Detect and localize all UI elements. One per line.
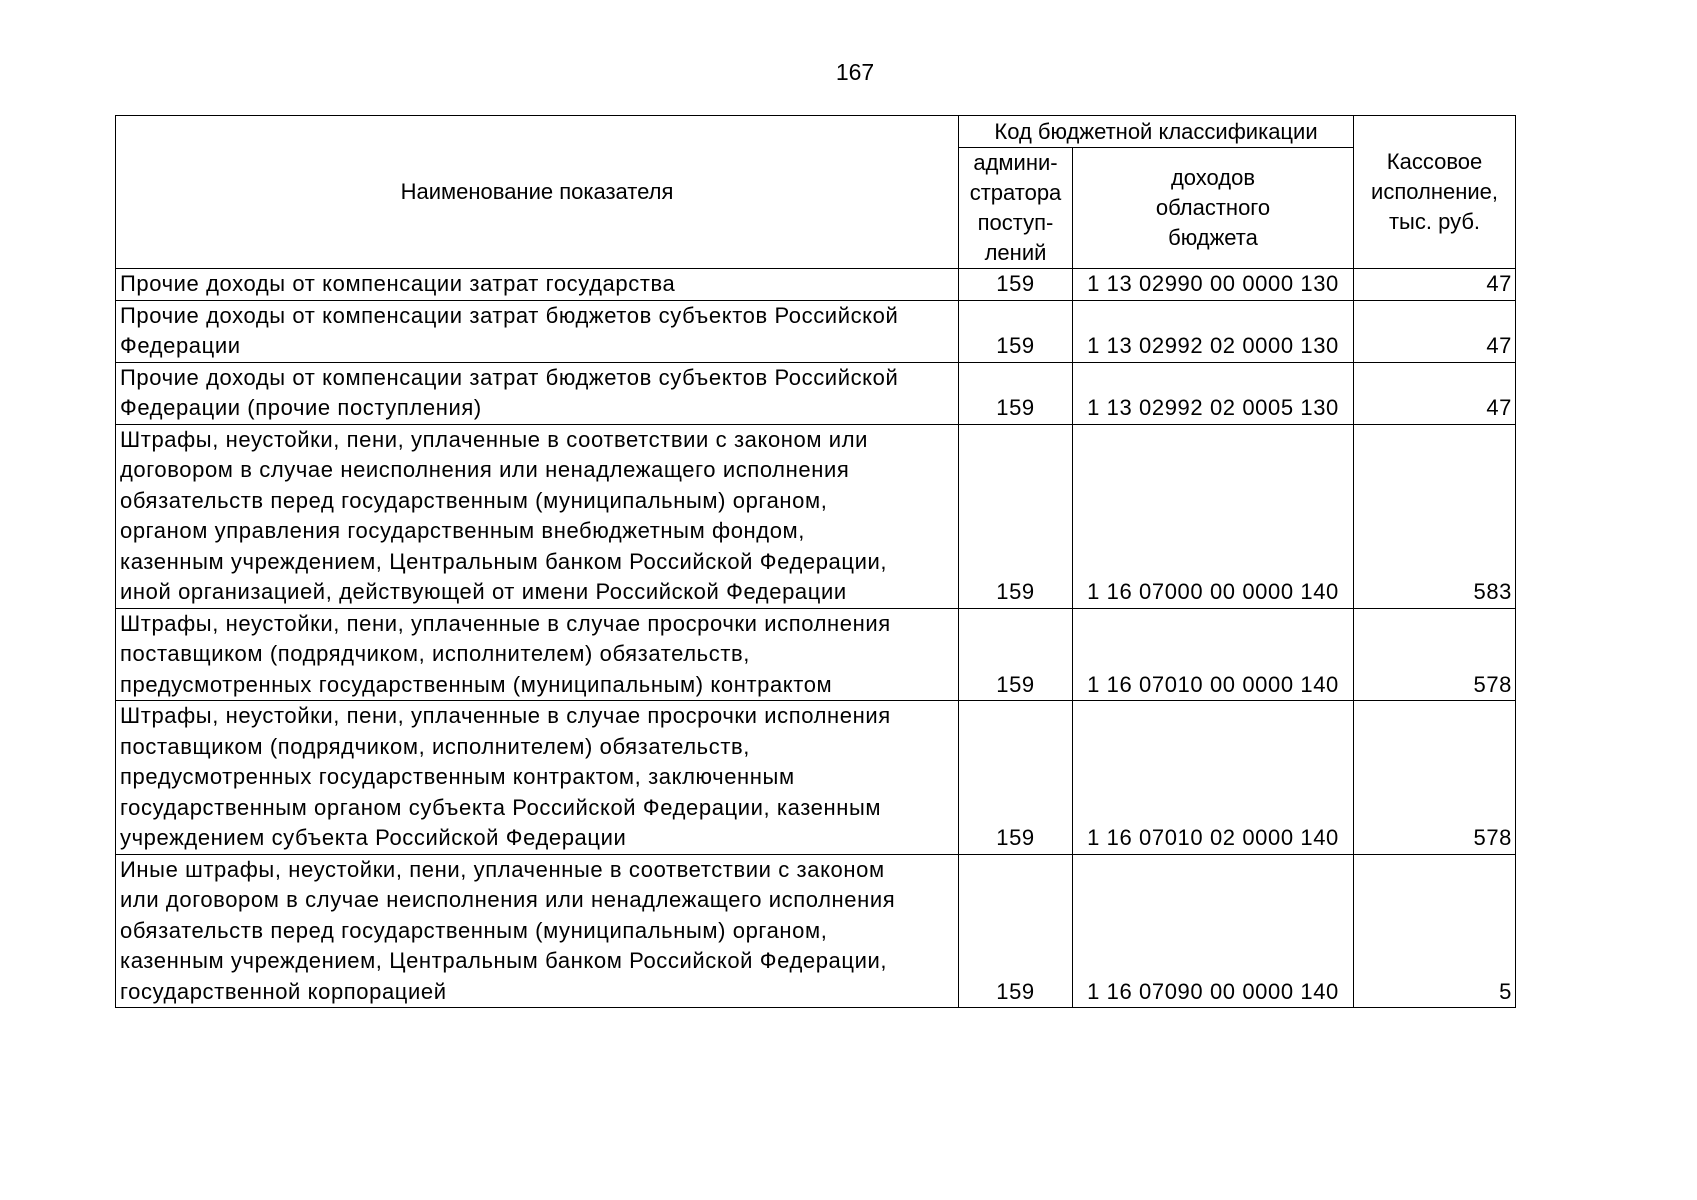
table-row — [116, 300, 1516, 362]
cell-cash-execution: 47 — [1354, 362, 1516, 424]
table-row — [116, 701, 1516, 855]
cell-indicator-name: Иные штрафы, неустойки, пени, уплаченные в соответствии с законом или договором в случае неисполнения или ненадлежащего исполнения обязательств перед государственным (муниципальным) органом, казенным учреждением, Центральным банком Российской Федерации, государственной корпорацией — [116, 854, 959, 1008]
table-header — [116, 116, 1516, 269]
cell-administrator-code: 159 — [959, 269, 1073, 301]
cell-indicator-name: Прочие доходы от компенсации затрат бюджетов субъектов Российской Федерации (прочие поступления) — [116, 362, 959, 424]
table-row — [116, 362, 1516, 424]
cell-indicator-name: Штрафы, неустойки, пени, уплаченные в случае просрочки исполнения поставщиком (подрядчиком, исполнителем) обязательств, предусмотренных государственным (муниципальным) контрактом — [116, 608, 959, 701]
cell-revenue-code: 1 13 02990 00 0000 130 — [1073, 269, 1354, 301]
cell-cash-execution: 578 — [1354, 608, 1516, 701]
cell-administrator-code: 159 — [959, 608, 1073, 701]
cell-indicator-name: Штрафы, неустойки, пени, уплаченные в соответствии с законом или договором в случае неисполнения или ненадлежащего исполнения обязательств перед государственным (муниципальным) органом, органом управления государственным внебюджетным фондом, казенным учреждением, Центральным банком Российской Федерации, иной организацией, действующей от имени Российской Федерации — [116, 424, 959, 608]
budget-revenue-table — [115, 115, 1516, 1008]
cell-cash-execution: 583 — [1354, 424, 1516, 608]
page-number: 167 — [835, 59, 875, 85]
cell-indicator-name: Прочие доходы от компенсации затрат бюджетов субъектов Российской Федерации — [116, 300, 959, 362]
cell-cash-execution: 47 — [1354, 300, 1516, 362]
cell-indicator-name: Прочие доходы от компенсации затрат государства — [116, 269, 959, 301]
cell-administrator-code: 159 — [959, 362, 1073, 424]
cell-indicator-name: Штрафы, неустойки, пени, уплаченные в случае просрочки исполнения поставщиком (подрядчиком, исполнителем) обязательств, предусмотренных государственным контрактом, заключенным государственным органом субъекта Российской Федерации, казенным учреждением субъекта Российской Федерации — [116, 701, 959, 855]
cell-revenue-code: 1 13 02992 02 0000 130 — [1073, 300, 1354, 362]
header-cash-execution: Кассовое исполнение, тыс. руб. — [1354, 116, 1516, 269]
cell-administrator-code: 159 — [959, 701, 1073, 855]
header-administrator-code: админи- стратора поступ- лений — [959, 148, 1073, 269]
cell-administrator-code: 159 — [959, 424, 1073, 608]
cell-administrator-code: 159 — [959, 300, 1073, 362]
cell-revenue-code: 1 13 02992 02 0005 130 — [1073, 362, 1354, 424]
table-body — [116, 269, 1516, 1008]
header-revenue-code: доходов областного бюджета — [1073, 148, 1354, 269]
cell-cash-execution: 47 — [1354, 269, 1516, 301]
cell-cash-execution: 5 — [1354, 854, 1516, 1008]
table-row — [116, 424, 1516, 608]
cell-revenue-code: 1 16 07010 00 0000 140 — [1073, 608, 1354, 701]
cell-revenue-code: 1 16 07000 00 0000 140 — [1073, 424, 1354, 608]
cell-cash-execution: 578 — [1354, 701, 1516, 855]
cell-revenue-code: 1 16 07090 00 0000 140 — [1073, 854, 1354, 1008]
table-row — [116, 608, 1516, 701]
table-row — [116, 854, 1516, 1008]
header-indicator-name: Наименование показателя — [116, 116, 959, 269]
header-classification-code: Код бюджетной классификации — [959, 116, 1354, 148]
cell-revenue-code: 1 16 07010 02 0000 140 — [1073, 701, 1354, 855]
cell-administrator-code: 159 — [959, 854, 1073, 1008]
table-row — [116, 269, 1516, 301]
